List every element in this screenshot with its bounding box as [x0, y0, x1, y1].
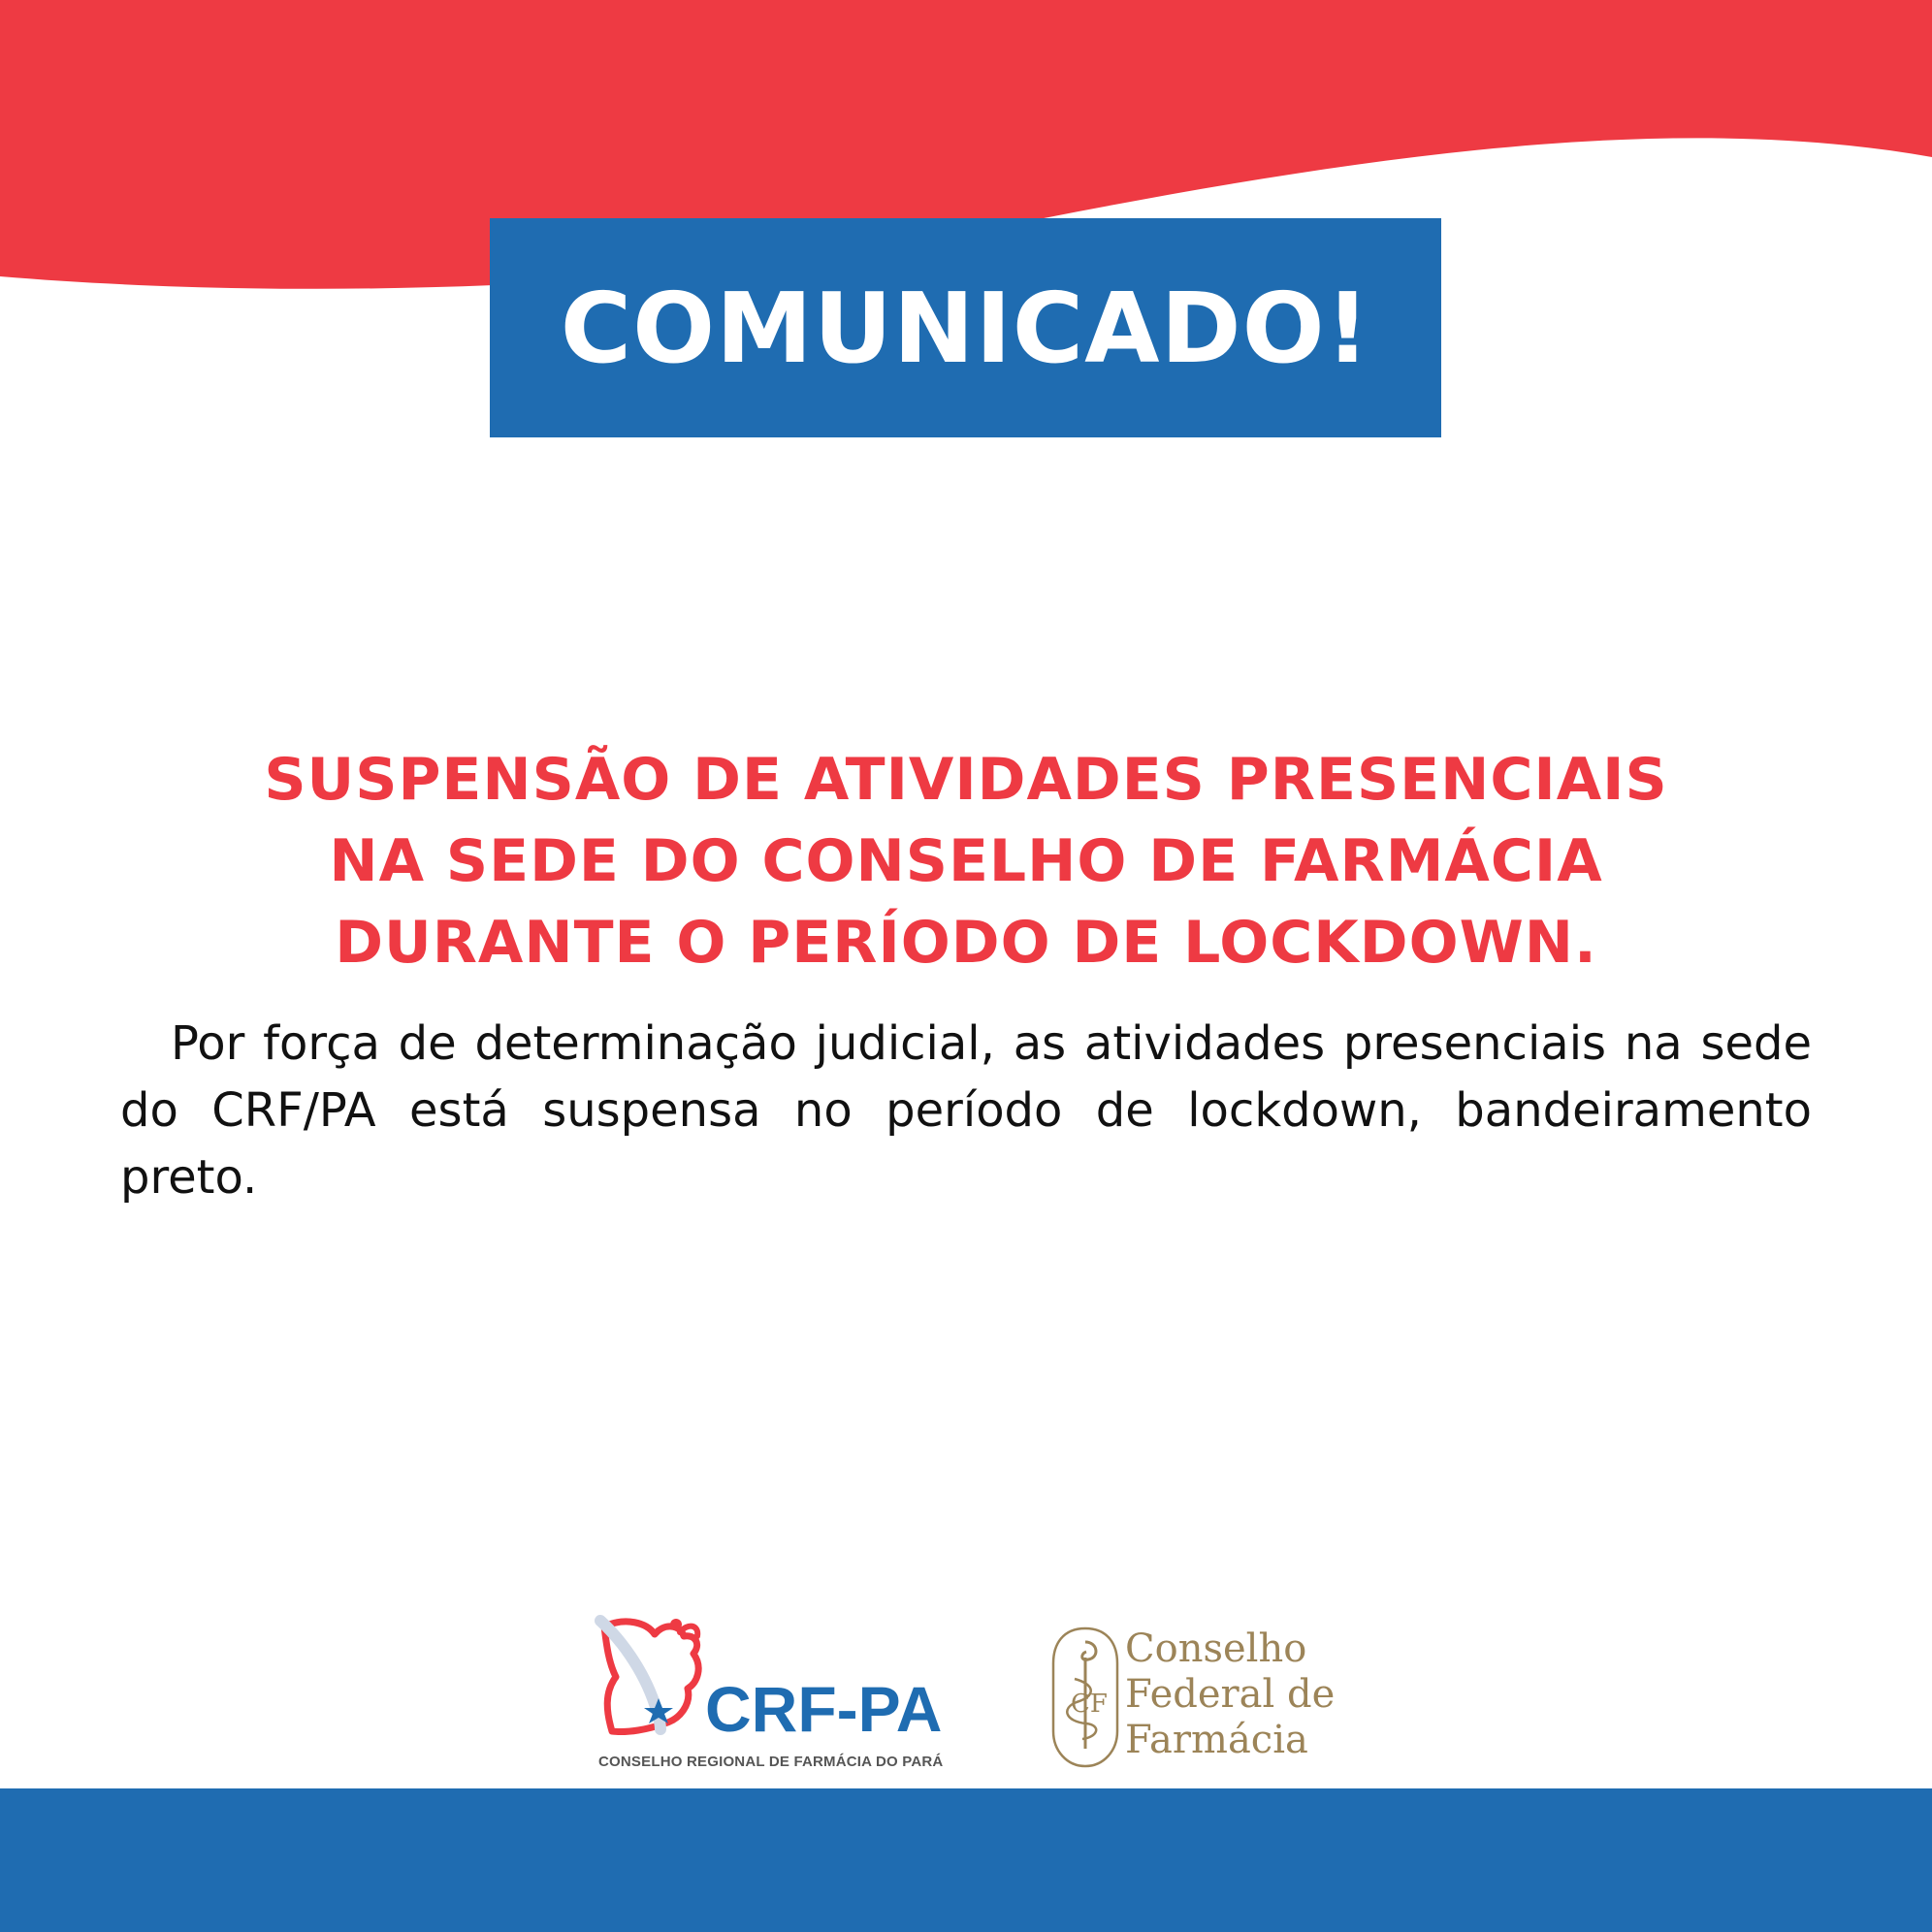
crf-pa-map-icon: [587, 1615, 718, 1741]
crf-pa-logo: [587, 1615, 944, 1778]
cff-name-line-3: Farmácia: [1125, 1718, 1308, 1762]
cff-name-line-1: Conselho: [1125, 1626, 1307, 1671]
headline-line-2: NA SEDE DO CONSELHO DE FARMÁCIA: [329, 827, 1603, 895]
crf-pa-subtitle: CONSELHO REGIONAL DE FARMÁCIA DO PARÁ: [598, 1754, 944, 1770]
cff-name-line-2: Federal de: [1125, 1672, 1336, 1717]
cff-emblem-icon: [1047, 1625, 1123, 1770]
body-paragraph: Por força de determinação judicial, as atividades presenciais na sede do CRF/PA está suspensa no período de lockdown, bandeiramento preto.: [120, 1016, 1812, 1205]
bottom-blue-bar: [0, 1788, 1932, 1932]
comunicado-banner: [490, 218, 1441, 437]
headline-line-3: DURANTE O PERÍODO DE LOCKDOWN.: [335, 909, 1597, 977]
crf-pa-title: CRF-PA: [705, 1673, 943, 1745]
headline-line-1: SUSPENSÃO DE ATIVIDADES PRESENCIAIS: [264, 746, 1668, 814]
svg-text:CF: CF: [1071, 1690, 1108, 1719]
banner-title: COMUNICADO!: [560, 271, 1371, 385]
cff-logo: [1047, 1625, 1358, 1780]
headline: [116, 739, 1816, 983]
cff-name: [1125, 1626, 1335, 1763]
logos-row: [0, 1615, 1932, 1785]
